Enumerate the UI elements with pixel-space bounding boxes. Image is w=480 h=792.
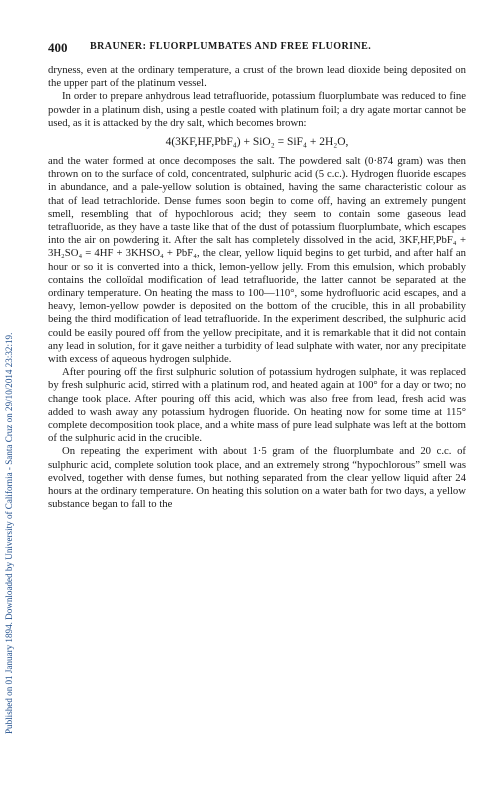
chemical-equation: 4(3KF,HF,PbF₄) + SiO₂ = SiF₄ + 2H₂O, (165, 136, 349, 149)
paragraph-second-treatment: After pouring off the first sulphuric solution of potassium hydrogen sulphate, it was replaced by fresh sulphuric acid, stirred with a platinum rod, and heated again at 100° for a day or two; no change took place. After pouring off this acid, which was also free from lead, fresh acid was added to wash away any potassium hydrogen fluoride. On heating now for some time at 115° complete decomposition took place, and a white mass of pure lead sulphate was left at the bottom of the sulphuric acid in the crucible. (48, 366, 466, 445)
paragraph-continuation: dryness, even at the ordinary temperature, a crust of the brown lead dioxide being deposited on the upper part of the platinum vessel. (48, 64, 466, 90)
page-number: 400 (48, 40, 68, 55)
page-header (48, 40, 466, 60)
paragraph-preparation: In order to prepare anhydrous lead tetrafluoride, potassium fluorplumbate was reduced to fine powder in a platinum dish, using a pestle coated with platinum foil; a dry agate mortar cannot be used, as it is attacked by the dry salt, which becomes brown: (48, 90, 466, 129)
download-notice: Published on 01 January 1894. Downloaded by University of California - Santa Cruz on 29/10/2014 23:32:19. (4, 332, 14, 734)
page-content (48, 40, 466, 512)
paragraph-decomposition: and the water formed at once decomposes the salt. The powdered salt (0·874 gram) was then thrown on to the surface of cold, concentrated, sulphuric acid (5 c.c.). Hydrogen fluoride escapes in abundance, and a pale-yellow solution is obtained, having the same characteristic colour as that of lead tetrachloride. Dense fumes soon begin to come off, having an extremely pungent smell, resembling that of hypochlorous acid; they seem to contain some gaseous lead tetrafluoride, as they have a taste like that of the dust of potassium fluorplumbate, which escapes into the air on powdering it. After the salt has completely dissolved in the acid, 3KF,HF,PbF₄ + 3H₂SO₄ = 4HF + 3KHSO₄ + PbF₄, the clear, yellow liquid begins to get turbid, and after half an hour or so it is converted into a thick, lemon-yellow jelly. From this emulsion, which probably contains the colloïdal modification of lead tetrafluoride, the latter cannot be separated at the ordinary temperature. On heating the mass to 100—110°, some hydrofluoric acid escapes, and a heavy, lemon-yellow powder is deposited on the bottom of the crucible, this in all probability being the third modification of lead tetrafluoride. In the experiment described, the sulphuric acid could be easily poured off from the yellow precipitate, and it is remarkable that it did not contain any lead in solution, for it gave neither a turbidity of lead sulphate with water, nor any precipitate with excess of aqueous hydrogen sulphide. (48, 155, 466, 366)
running-head: BRAUNER: FLUORPLUMBATES AND FREE FLUORINE. (90, 41, 372, 52)
paragraph-repeat-experiment: On repeating the experiment with about 1·5 gram of the fluorplumbate and 20 c.c. of sulphuric acid, complete solution took place, and an extremely strong “hypochlorous” smell was evolved, together with dense fumes, but nothing separated from the clear yellow liquid after 24 hours at the ordinary temperature. On heating this solution on a water bath for two days, a yellow substance began to fall to the (48, 445, 466, 511)
